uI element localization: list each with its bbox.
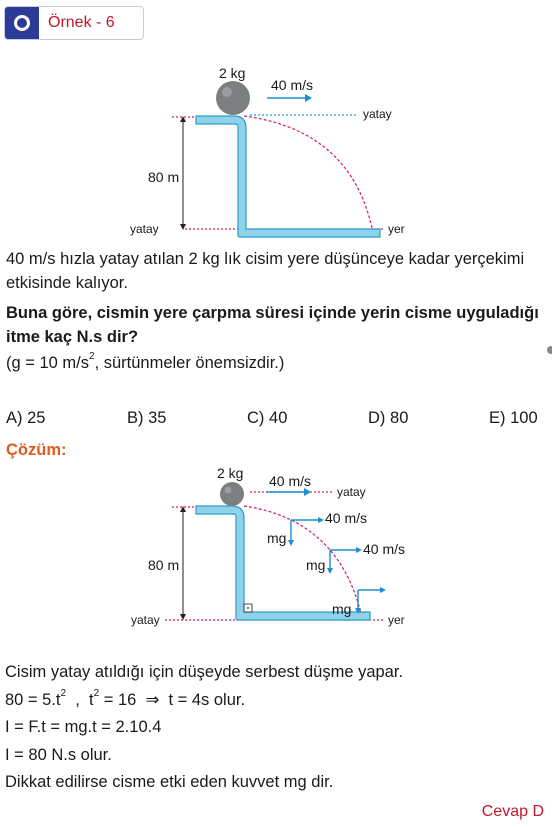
example-label: Örnek - 6 bbox=[48, 14, 115, 31]
horizontal-label-top-2: yatay bbox=[337, 485, 366, 499]
problem-given bbox=[6, 351, 546, 375]
solution-figure bbox=[0, 460, 552, 635]
horizontal-label-bottom: yatay bbox=[130, 222, 159, 236]
velocity-label-top: 40 m/s bbox=[269, 473, 312, 489]
mass-label-2: 2 kg bbox=[217, 465, 244, 481]
solution-line-1: Cisim yatay atıldığı için düşeyde serbest düşme yapar. bbox=[5, 663, 404, 681]
trajectory-curve bbox=[244, 116, 372, 228]
ground-label-2: yer bbox=[388, 613, 405, 627]
ring-icon bbox=[5, 7, 39, 39]
ball-icon bbox=[216, 81, 250, 115]
margin-dot bbox=[547, 346, 552, 354]
given-exponent: 2 bbox=[89, 351, 95, 362]
mass-label: 2 kg bbox=[219, 65, 246, 81]
ball-icon-2 bbox=[220, 482, 244, 506]
option-c[interactable]: C) 40 bbox=[247, 409, 288, 427]
water-slide bbox=[196, 116, 380, 237]
option-a[interactable]: A) 25 bbox=[6, 409, 46, 427]
height-label: 80 m bbox=[148, 169, 180, 185]
solution-title: Çözüm: bbox=[6, 441, 67, 459]
given-prefix: (g = 10 m/s bbox=[6, 354, 89, 372]
velocity-label-1: 40 m/s bbox=[325, 510, 368, 526]
velocity-label: 40 m/s bbox=[271, 77, 314, 93]
problem-question: Buna göre, cismin yere çarpma süresi içinde yerin cisme uyguladığı itme kaç N.s dir? bbox=[6, 304, 539, 346]
answer-options bbox=[6, 409, 547, 431]
ground-label: yer bbox=[388, 222, 405, 236]
force-label-1: mg bbox=[267, 530, 287, 546]
solution-line-5: Dikkat edilirse cisme etki eden kuvvet mg dir. bbox=[5, 773, 334, 791]
problem-figure bbox=[0, 60, 552, 245]
example-badge bbox=[4, 6, 144, 40]
solution-line-4: I = 80 N.s olur. bbox=[5, 746, 112, 764]
option-e[interactable]: E) 100 bbox=[489, 409, 538, 427]
force-label-3: mg bbox=[332, 601, 352, 617]
force-label-2: mg bbox=[306, 557, 326, 573]
solution-line-2: $80 = 5.t^2$ , $t^2 = 16$ ⇒ t = 4s olur. bbox=[5, 688, 246, 709]
velocity-label-2: 40 m/s bbox=[363, 541, 406, 557]
problem-text: 40 m/s hızla yatay atılan 2 kg lık cisim yere düşünceye kadar yerçekimi etkisinde kalıyor. bbox=[6, 250, 525, 292]
height-label-2: 80 m bbox=[148, 557, 180, 573]
given-suffix: , sürtünmeler önemsizdir.) bbox=[94, 354, 285, 372]
solution-line-3: I = F.t = mg.t = 2.10.4 bbox=[5, 718, 162, 736]
horizontal-label-bottom-2: yatay bbox=[131, 613, 160, 627]
horizontal-label-top: yatay bbox=[363, 107, 392, 121]
option-b[interactable]: B) 35 bbox=[127, 409, 167, 427]
answer-label: Cevap D bbox=[481, 803, 544, 820]
option-d[interactable]: D) 80 bbox=[368, 409, 409, 427]
